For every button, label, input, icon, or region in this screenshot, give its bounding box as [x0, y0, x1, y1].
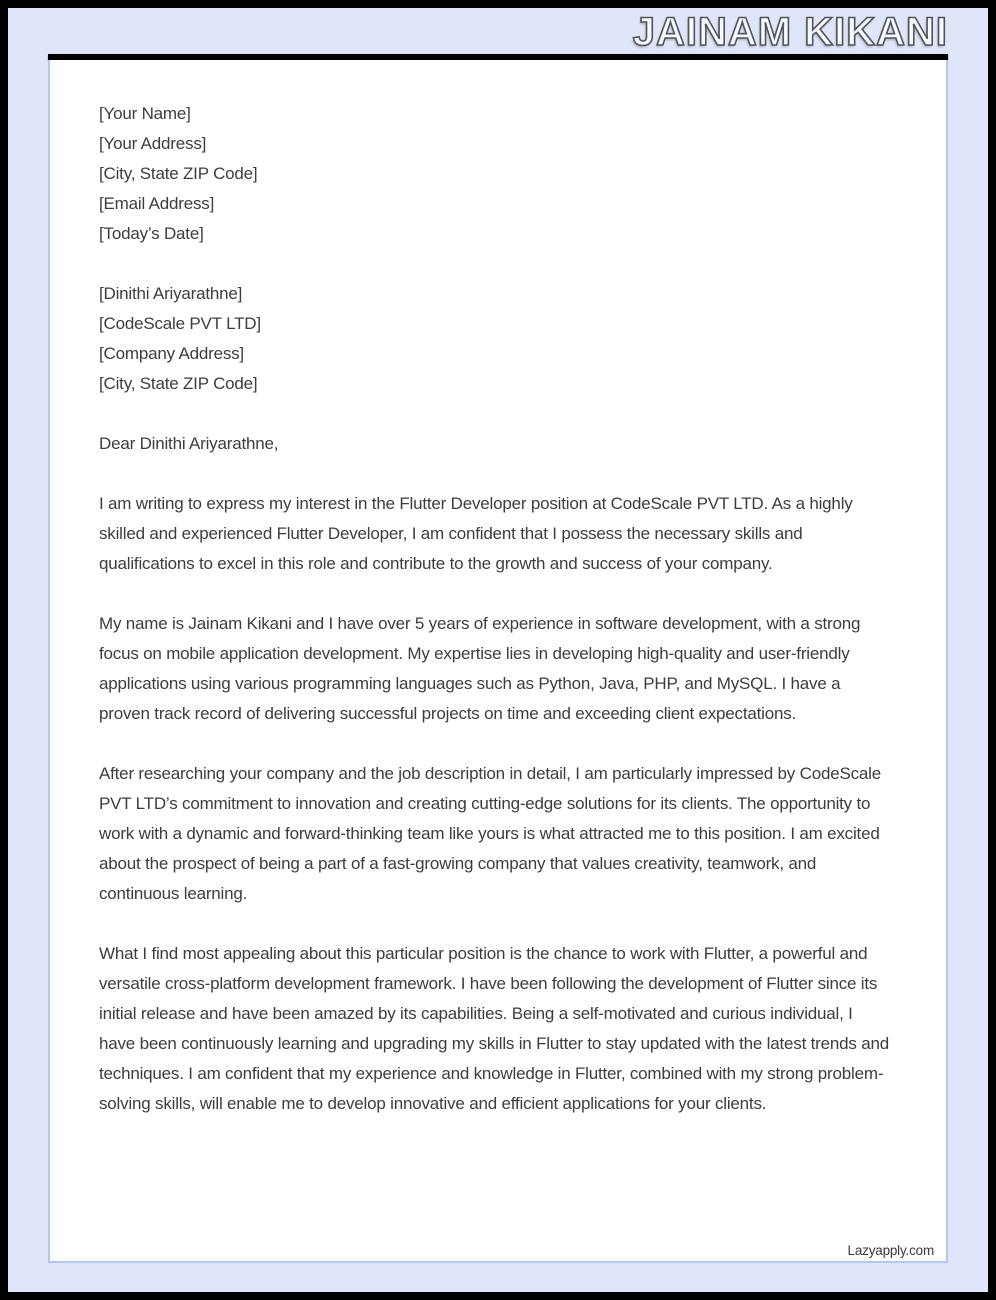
candidate-name: JAINAM KIKANI [632, 10, 948, 54]
sender-line: [Email Address] [99, 194, 215, 213]
salutation: Dear Dinithi Ariyarathne, [99, 434, 279, 453]
sender-line: [City, State ZIP Code] [99, 164, 258, 183]
letter-page [48, 60, 948, 1263]
letter-paragraph: My name is Jainam Kikani and I have over 5 years of experience in software development, with a strong focus on mobile application development. My expertise lies in developing high-quality and user-friendly applications using various programming languages such as Python, Java, PHP, and MySQL. I have a proven track record of delivering successful projects on time and exceeding client expectations. [99, 614, 861, 723]
letter-paragraph: What I find most appealing about this particular position is the chance to work with Flutter, a powerful and versatile cross-platform development framework. I have been following the development of Flutter since its initial release and have been amazed by its capabilities. Being a self-motivated and curious individual, I have been continuously learning and upgrading my skills in Flutter to stay updated with the latest trends and techniques. I am confident that my experience and knowledge in Flutter, combined with my strong problem-solving skills, will enable me to develop innovative and efficient applications for your clients. [99, 944, 889, 1113]
letter-paragraph: I am writing to express my interest in the Flutter Developer position at CodeScale PVT LTD. As a highly skilled and experienced Flutter Developer, I am confident that I possess the necessary skills and qualifications to excel in this role and contribute to the growth and success of your company. [99, 494, 853, 573]
recipient-line: [Dinithi Ariyarathne] [99, 284, 243, 303]
sender-line: [Your Address] [99, 134, 207, 153]
sender-line: [Your Name] [99, 104, 191, 123]
recipient-line: [City, State ZIP Code] [99, 374, 258, 393]
recipient-line: [CodeScale PVT LTD] [99, 314, 261, 333]
letterhead [48, 8, 948, 54]
recipient-block [99, 279, 946, 399]
sender-line: [Today’s Date] [99, 224, 204, 243]
sender-block [99, 99, 946, 249]
letter-paragraph: After researching your company and the job description in detail, I am particularly impressed by CodeScale PVT LTD’s commitment to innovation and creating cutting-edge solutions for its clients. The opportunity to work with a dynamic and forward-thinking team like yours is what attracted me to this position. I am excited about the prospect of being a part of a fast-growing company that values creativity, teamwork, and continuous learning. [99, 764, 881, 903]
brand-watermark: Lazyapply.com [842, 1242, 934, 1260]
recipient-line: [Company Address] [99, 344, 244, 363]
